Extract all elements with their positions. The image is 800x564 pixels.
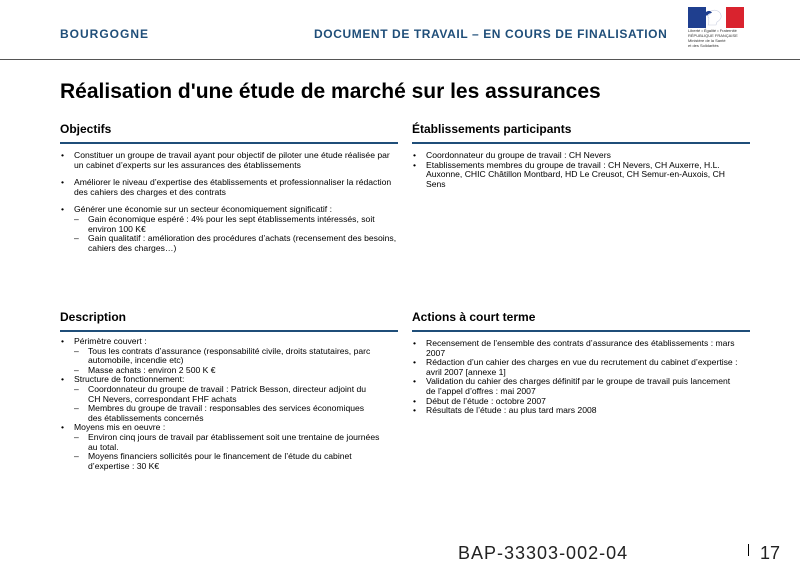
logo-ministere-2: et des Solidarités [688,43,719,48]
sub-bullet-list [74,215,398,253]
logo-republique: RÉPUBLIQUE FRANÇAISE [688,33,738,38]
section-rule-description [60,330,398,332]
bullet-item [412,339,742,358]
bullet-item [60,205,398,253]
sub-bullet-item: – Gain qualitatif : amélioration des procédures d’achats (recensement des besoins, cahiers des charges…) [74,234,398,253]
section-title-description: Description [60,310,127,324]
marianne-profile-icon [702,9,724,26]
bullet-item [412,161,742,190]
footer-divider [748,544,749,556]
sub-bullet-item: – Coordonnateur du groupe de travail : Patrick Besson, directeur adjoint du CH Nevers, correspondant FHF achats [74,385,380,404]
bullet-text: Coordonnateur du groupe de travail : CH Nevers [426,150,611,160]
bullet-item [412,406,742,416]
page-number: 17 [760,543,781,563]
bullet-text: Générer une économie sur un secteur économiquement significatif : [74,204,332,215]
section-title-etablissements: Établissements participants [412,122,572,136]
bullet-text: Résultats de l’étude : au plus tard mars 2008 [426,405,597,416]
bullet-item [60,337,380,375]
section-rule-etablissements [412,142,750,144]
header-doc-status: DOCUMENT DE TRAVAIL – EN COURS DE FINALISATION [314,27,668,41]
page-title: Réalisation d'une étude de marché sur les assurances [60,80,601,103]
bullet-text: Etablissements membres du groupe de travail : CH Nevers, CH Auxerre, H.L. Auxonne, CHIC Châtillon Montbard, HD Le Creusot, CH Semur-en-Auxois, CH Sens [426,159,725,189]
bullet-text: Moyens mis en oeuvre : [74,422,166,433]
sub-bullet-item: – Membres du groupe de travail : responsables des services économiques des établissements concernés [74,404,380,423]
bullet-item [412,377,742,396]
actions-list [412,339,742,416]
sub-bullet-list [74,385,380,423]
description-list [60,337,380,471]
footer-document-code: BAP-33303-002-04 [458,543,629,563]
etablissements-list [412,151,742,189]
logo-ministere: Ministère de la Santé [688,38,726,43]
sub-bullet-list [74,433,380,471]
bullet-text: Constituer un groupe de travail ayant pour objectif de piloter une étude réalisée par un cabinet d’experts sur les assurances des établissements [74,150,390,170]
bullet-item [60,151,398,170]
bullet-item [60,375,380,423]
section-title-objectifs: Objectifs [60,122,112,136]
republique-logo [688,7,746,48]
bullet-item [60,178,398,197]
tricolor-flag-icon [688,7,744,28]
sub-bullet-list [74,347,380,376]
bullet-text: Début de l’étude : octobre 2007 [426,395,546,406]
section-title-actions: Actions à court terme [412,310,536,324]
sub-bullet-item: – Tous les contrats d’assurance (responsabilité civile, droits statutaires, parc automobile, incendie etc) [74,347,380,366]
bullet-text: Améliorer le niveau d’expertise des établissements et professionnaliser la rédaction des cahiers des charges et des contrats [74,177,392,197]
section-rule-actions [412,330,750,332]
objectifs-list [60,151,398,253]
section-rule-objectifs [60,142,398,144]
bullet-text: Recensement de l’ensemble des contrats d’assurance des établissements : mars 2007 [426,338,735,358]
sub-bullet-item: – Moyens financiers sollicités pour le financement de l’étude du cabinet d’expertise : 30 K€ [74,452,380,471]
sub-bullet-item: – Masse achats : environ 2 500 K € [74,366,380,376]
bullet-item [412,358,742,377]
header-region: BOURGOGNE [60,27,150,41]
bullet-text: Périmètre couvert : [74,336,147,346]
bullet-item [60,423,380,471]
logo-motto: Liberté • Égalité • Fraternité [688,28,737,33]
bullet-text: Validation du cahier des charges définitif par le groupe de travail puis lancement de l’appel d’offres : mai 2007 [426,376,731,396]
bullet-text: Rédaction d’un cahier des charges en vue du recrutement du cabinet d’expertise : avril 2007 [annexe 1] [426,357,738,377]
header-divider [0,59,800,60]
bullet-text: Structure de fonctionnement: [74,374,185,385]
sub-bullet-item: – Environ cinq jours de travail par établissement soit une trentaine de journées au total. [74,433,380,452]
sub-bullet-item: – Gain économique espéré : 4% pour les sept établissements intéressés, soit environ 100 K€ [74,215,398,234]
